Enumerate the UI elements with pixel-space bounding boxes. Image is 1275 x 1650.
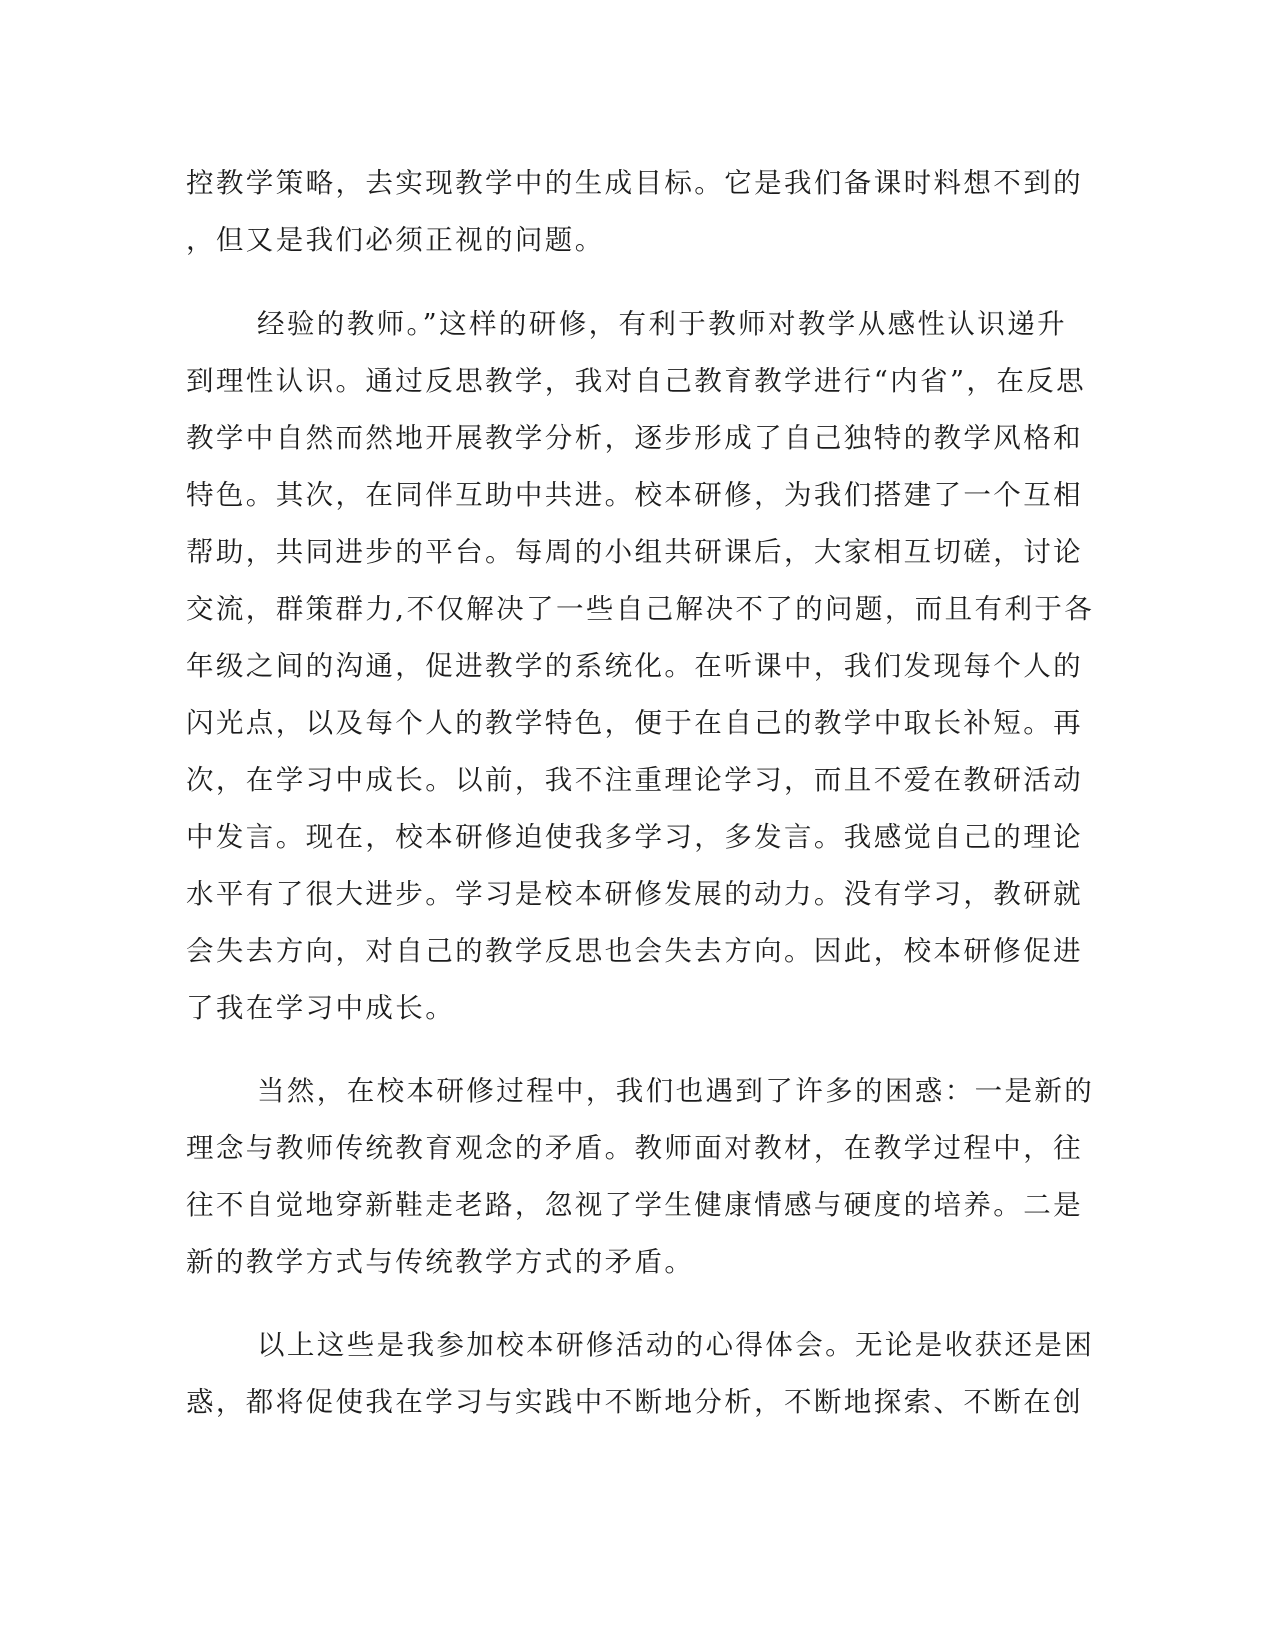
paragraph-line: 到理性认识。通过反思教学，我对自己教育教学进行“内省”，在反思 bbox=[186, 365, 1087, 397]
paragraph-line: 理念与教师传统教育观念的矛盾。教师面对教材，在教学过程中，往 bbox=[186, 1132, 1083, 1164]
paragraph-line: 惑，都将促使我在学习与实践中不断地分析，不断地探索、不断在创 bbox=[186, 1386, 1083, 1418]
paragraph-line: 年级之间的沟通，促进教学的系统化。在听课中，我们发现每个人的 bbox=[186, 650, 1083, 682]
paragraph-first-line: 经验的教师。”这样的研修，有利于教师对教学从感性认识递升 bbox=[257, 308, 1068, 340]
paragraph-line: 往不自觉地穿新鞋走老路，忽视了学生健康情感与硬度的培养。二是 bbox=[186, 1189, 1083, 1221]
paragraph-first-line: 当然，在校本研修过程中，我们也遇到了许多的困惑：一是新的 bbox=[257, 1075, 1095, 1107]
paragraph-line: 教学中自然而然地开展教学分析，逐步形成了自己独特的教学风格和 bbox=[186, 422, 1083, 454]
paragraph-line: 交流，群策群力,不仅解决了一些自己解决不了的问题，而且有利于各 bbox=[186, 593, 1095, 625]
paragraph-line: 了我在学习中成长。 bbox=[186, 992, 456, 1024]
paragraph-line: 次，在学习中成长。以前，我不注重理论学习，而且不爱在教研活动 bbox=[186, 764, 1083, 796]
paragraph-line: 水平有了很大进步。学习是校本研修发展的动力。没有学习，教研就 bbox=[186, 878, 1083, 910]
paragraph-first-line: 以上这些是我参加校本研修活动的心得体会。无论是收获还是困 bbox=[257, 1329, 1095, 1361]
paragraph-line: 特色。其次，在同伴互助中共进。校本研修，为我们搭建了一个互相 bbox=[186, 479, 1083, 511]
paragraph-line: ，但又是我们必须正视的问题。 bbox=[186, 224, 605, 256]
paragraph-line: 闪光点，以及每个人的教学特色，便于在自己的教学中取长补短。再 bbox=[186, 707, 1083, 739]
paragraph-line: 帮助，共同进步的平台。每周的小组共研课后，大家相互切磋，讨论 bbox=[186, 536, 1083, 568]
paragraph-line: 会失去方向，对自己的教学反思也会失去方向。因此，校本研修促进 bbox=[186, 935, 1083, 967]
paragraph-line: 控教学策略，去实现教学中的生成目标。它是我们备课时料想不到的 bbox=[186, 167, 1083, 199]
paragraph-line: 新的教学方式与传统教学方式的矛盾。 bbox=[186, 1246, 695, 1278]
paragraph-line: 中发言。现在，校本研修迫使我多学习，多发言。我感觉自己的理论 bbox=[186, 821, 1083, 853]
